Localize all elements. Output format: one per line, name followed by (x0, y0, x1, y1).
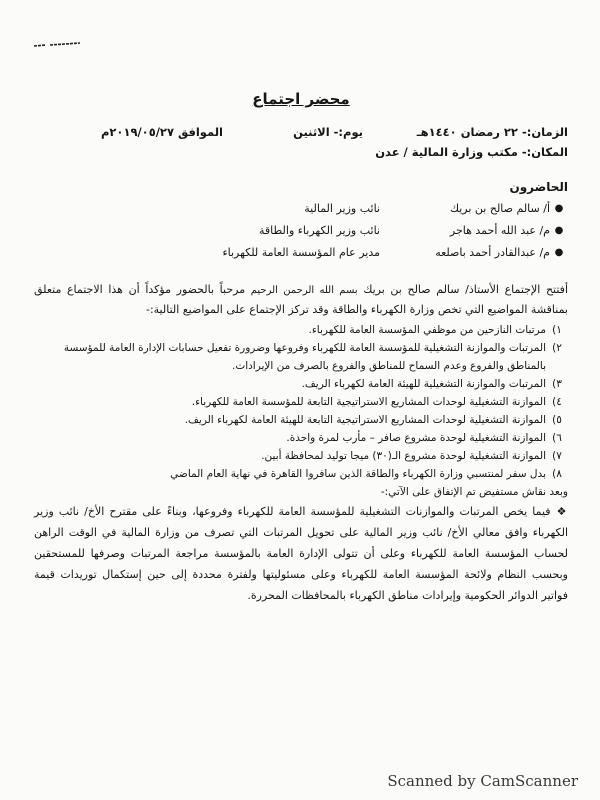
item-number: ٧) (552, 450, 562, 462)
meeting-time: الزمان:- ٢٢ رمضان ١٤٤٠هـ (416, 125, 568, 139)
item-text: مرتبات النازحين من موظفي المؤسسة العامة للكهرباء. (308, 324, 546, 336)
item-number: ٢) (552, 342, 562, 354)
handwritten-mark (32, 38, 82, 50)
list-item (34, 429, 568, 447)
list-item (34, 465, 568, 483)
meeting-place: المكان:- مكتب وزارة المالية / عدن (375, 145, 568, 159)
attendee-position: مدير عام المؤسسة العامة للكهرباء (222, 246, 380, 259)
item-text: المرتبات والموازنة التشغيلية للمؤسسة العامة للكهرباء وفروعها وضرورة تفعيل حسابات الإدارة العامة للمؤسسة بالمناطق والفروع وعدم السماح للمناطق والفروع بالصرف من الإيرادات. (63, 342, 546, 372)
intro-before: أفتتح الإجتماع الأستاذ/ سالم صالح بن بريك (363, 283, 568, 296)
meeting-date: الموافق ٢٠١٩/٠٥/٢٧م (100, 125, 223, 139)
item-text: المرتبات والموازنة التشغيلية للهيئة العامة لكهرباء الريف. (301, 378, 546, 390)
list-item (34, 375, 568, 393)
list-item (34, 393, 568, 411)
agreement-line: وبعد نقاش مستفيض تم الإتفاق على الآتي:- (380, 486, 568, 498)
item-text: الموازنة التشغيلية لوحدات المشاريع الاستراتيجية التابعة للهيئة العامة لكهرباء الريف. (184, 414, 546, 426)
meeting-place-row (34, 142, 568, 162)
intro-paragraph (34, 280, 568, 319)
bullet-icon: ● (554, 225, 564, 236)
item-number: ٤) (552, 396, 562, 408)
attendee-name: م/ عبد الله أحمد هاجر (449, 224, 550, 237)
intro-after: مرحباً بالحضور مؤكداً أن هذا الاجتماع متعلق بمناقشة المواضيع التي تخص وزارة الكهرباء والطاقة وقد تركز الإجتماع على المواضيع التالية:- (34, 283, 568, 316)
attendee-position: نائب وزير الكهرباء والطاقة (259, 224, 380, 237)
attendee-name: أ/ سالم صالح بن بريك (449, 202, 550, 215)
attendees-list (34, 198, 568, 264)
decision-paragraph (34, 501, 568, 606)
scanner-watermark: Scanned by CamScanner (387, 772, 578, 790)
item-number: ١) (552, 324, 562, 336)
attendees-heading: الحاضرون (509, 180, 568, 194)
basmala-text: بسم الله الرحمن الرحيم (250, 285, 358, 296)
item-text: بدل سفر لمنتسبي وزارة الكهرباء والطاقة الذين سافروا القاهرة في نهاية العام الماضي (170, 468, 546, 480)
meeting-meta (34, 122, 568, 142)
topics-list (34, 321, 568, 483)
decision-text: فيما يخص المرتبات والموازنات التشغيلية للمؤسسة العامة للكهرباء وفروعها، وبناءً على مقترح الأخ/ نائب وزير الكهرباء وافق معالي الأخ/ نائب وزير المالية على تحويل المرتبات التي تصرف من وزارة المالية في الوقت الراهن لحساب المؤسسة العامة للكهرباء وعلى أن تتولى الإدارة العامة بالمؤسسة مراجعة المرتبات وصرفها للمستحقين وبحسب النظام ولائحة المؤسسة العامة للكهرباء وعلى مسئوليتها ولفترة محددة إلى حين إستكمال توريدات قيمة فواتير الدوائر الحكومية وإيرادات مناطق الكهرباء بالمحافظات المحررة. (34, 505, 568, 602)
meeting-minutes (34, 90, 568, 606)
item-number: ٥) (552, 414, 562, 426)
page-title: محضر اجتماع (252, 90, 350, 108)
attendee-position: نائب وزير المالية (304, 202, 380, 215)
item-text: الموازنة التشغيلية لوحدة مشروع صافر – مأرب لمرة واحدة. (286, 432, 546, 444)
item-number: ٨) (552, 468, 562, 480)
attendee-item (34, 198, 568, 220)
item-number: ٦) (552, 432, 562, 444)
meeting-day: يوم:- الاثنين (293, 125, 363, 139)
list-item (34, 411, 568, 429)
list-item (34, 339, 568, 375)
attendee-item (34, 220, 568, 242)
attendee-name: م/ عبدالقادر أحمد باصلعه (435, 246, 550, 259)
item-text: الموازنة التشغيلية لوحدة مشروع الـ(٣٠) ميجا توليد لمحافظة أبين. (261, 450, 546, 462)
item-text: الموازنة التشغيلية لوحدات المشاريع الاستراتيجية التابعة للمؤسسة العامة للكهرباء. (191, 396, 546, 408)
item-number: ٣) (552, 378, 562, 390)
bullet-icon: ● (554, 203, 564, 214)
diamond-bullet-icon: ❖ (556, 505, 568, 518)
attendee-item (34, 242, 568, 264)
bullet-icon: ● (554, 247, 564, 258)
list-item (34, 447, 568, 465)
list-item (34, 321, 568, 339)
